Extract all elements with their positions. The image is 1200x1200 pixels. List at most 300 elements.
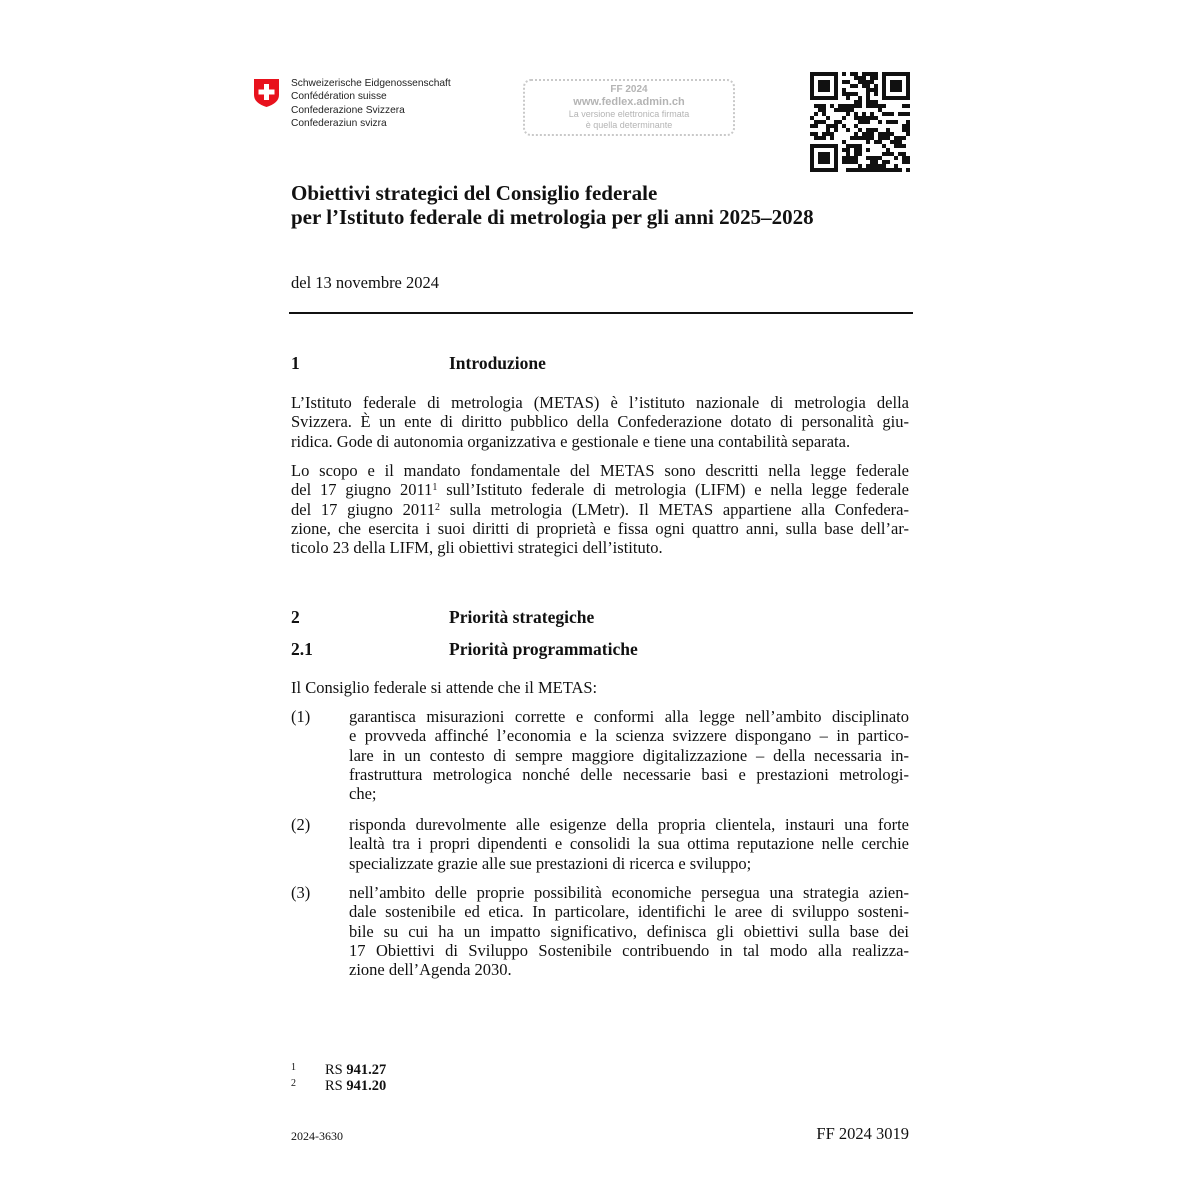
qr-module bbox=[894, 88, 898, 92]
confed-name-rm: Confederaziun svizra bbox=[291, 117, 387, 129]
text-line: zione dell’Agenda 2030. bbox=[349, 960, 512, 980]
qr-module bbox=[846, 112, 850, 116]
qr-module bbox=[890, 72, 894, 76]
qr-module bbox=[890, 88, 894, 92]
qr-module bbox=[830, 96, 834, 100]
qr-module bbox=[894, 144, 898, 148]
qr-module bbox=[826, 168, 830, 172]
qr-module bbox=[882, 164, 886, 168]
footnote-ref-2[interactable]: 2 bbox=[435, 501, 441, 513]
section-1-heading: Introduzione bbox=[449, 353, 546, 373]
footnote-2: RS 941.20 bbox=[325, 1078, 387, 1094]
qr-module bbox=[862, 132, 866, 136]
qr-module bbox=[858, 136, 862, 140]
qr-module bbox=[834, 76, 838, 80]
qr-module bbox=[822, 136, 826, 140]
qr-module bbox=[834, 72, 838, 76]
qr-module bbox=[906, 104, 910, 108]
qr-module bbox=[818, 160, 822, 164]
qr-module bbox=[846, 104, 850, 108]
qr-module bbox=[854, 144, 858, 148]
qr-module bbox=[810, 116, 814, 120]
qr-module bbox=[854, 100, 858, 104]
qr-module bbox=[858, 128, 862, 132]
qr-module bbox=[866, 156, 870, 160]
qr-module bbox=[850, 156, 854, 160]
qr-module bbox=[878, 132, 882, 136]
qr-module bbox=[878, 104, 882, 108]
qr-module bbox=[850, 108, 854, 112]
qr-module bbox=[882, 168, 886, 172]
text-line: bile su cui ha un impatto significativo, definisca gli obiettivi sulla base dei bbox=[349, 921, 909, 941]
qr-module bbox=[874, 100, 878, 104]
qr-module bbox=[866, 100, 870, 104]
qr-module bbox=[874, 84, 878, 88]
qr-module bbox=[854, 136, 858, 140]
qr-module bbox=[882, 72, 886, 76]
qr-module bbox=[886, 132, 890, 136]
text-line: lare in un contesto di sempre maggiore digitalizzazione – della necessaria in- bbox=[349, 745, 909, 765]
qr-module bbox=[810, 168, 814, 172]
qr-module bbox=[834, 148, 838, 152]
qr-module bbox=[814, 136, 818, 140]
qr-module bbox=[834, 144, 838, 148]
qr-module bbox=[894, 136, 898, 140]
qr-module bbox=[906, 132, 910, 136]
qr-module bbox=[834, 108, 838, 112]
qr-module bbox=[822, 132, 826, 136]
footnote-ref-1[interactable]: 1 bbox=[432, 482, 438, 494]
qr-module bbox=[874, 72, 878, 76]
qr-module bbox=[814, 112, 818, 116]
qr-module bbox=[854, 148, 858, 152]
qr-module bbox=[882, 112, 886, 116]
qr-module bbox=[886, 96, 890, 100]
text-line: che; bbox=[349, 784, 377, 804]
qr-module bbox=[850, 72, 854, 76]
qr-module bbox=[818, 84, 822, 88]
qr-module bbox=[898, 144, 902, 148]
qr-module bbox=[882, 144, 886, 148]
qr-module bbox=[822, 120, 826, 124]
qr-module bbox=[838, 108, 842, 112]
qr-module bbox=[842, 92, 846, 96]
qr-module bbox=[842, 108, 846, 112]
qr-module bbox=[862, 116, 866, 120]
qr-module bbox=[846, 168, 850, 172]
qr-module bbox=[882, 152, 886, 156]
qr-module bbox=[810, 96, 814, 100]
qr-module bbox=[886, 152, 890, 156]
qr-module bbox=[818, 104, 822, 108]
qr-module bbox=[854, 116, 858, 120]
section-1-number: 1 bbox=[291, 353, 300, 373]
qr-module bbox=[874, 164, 878, 168]
qr-module bbox=[902, 156, 906, 160]
qr-module bbox=[854, 152, 858, 156]
qr-module bbox=[894, 140, 898, 144]
qr-module bbox=[902, 112, 906, 116]
stamp-url[interactable]: www.fedlex.admin.ch bbox=[573, 96, 685, 108]
qr-module bbox=[858, 144, 862, 148]
confed-name-de: Schweizerische Eidgenossenschaft bbox=[291, 78, 451, 89]
qr-module bbox=[866, 136, 870, 140]
qr-module bbox=[870, 88, 874, 92]
qr-module bbox=[810, 92, 814, 96]
qr-module bbox=[866, 96, 870, 100]
qr-module bbox=[846, 152, 850, 156]
qr-module bbox=[902, 72, 906, 76]
qr-module bbox=[814, 168, 818, 172]
document-date: del 13 novembre 2024 bbox=[291, 273, 440, 292]
page-reference: FF 2024 3019 bbox=[816, 1124, 909, 1143]
qr-module bbox=[850, 136, 854, 140]
qr-module bbox=[850, 104, 854, 108]
text-line: Il Consiglio federale si attende che il METAS: bbox=[291, 678, 598, 697]
qr-module bbox=[886, 128, 890, 132]
qr-module bbox=[818, 108, 822, 112]
qr-module bbox=[870, 116, 874, 120]
text-line: del 17 giugno 2011$^1$ sull’Istituto federale di metrologia (LIFM) e nella legge federale bbox=[291, 480, 909, 500]
qr-module bbox=[874, 156, 878, 160]
qr-module bbox=[830, 168, 834, 172]
title-line-2: per l’Istituto federale di metrologia per gli anni 2025–2028 bbox=[291, 205, 814, 229]
text-line: risponda durevolmente alle esigenze della propria clientela, instauri una forte bbox=[349, 815, 909, 834]
text-line: zione, che esercita i suoi diritti di proprietà e fissa ogni quattro anni, sulla base dell’ar- bbox=[291, 518, 909, 538]
qr-module bbox=[814, 104, 818, 108]
qr-module bbox=[818, 144, 822, 148]
qr-module bbox=[866, 148, 870, 152]
qr-module bbox=[814, 96, 818, 100]
qr-module bbox=[894, 80, 898, 84]
qr-module bbox=[870, 104, 874, 108]
qr-module bbox=[862, 84, 866, 88]
qr-module bbox=[854, 156, 858, 160]
qr-module bbox=[858, 96, 862, 100]
qr-module bbox=[830, 136, 834, 140]
qr-module bbox=[866, 128, 870, 132]
qr-module bbox=[850, 84, 854, 88]
qr-module bbox=[890, 112, 894, 116]
qr-module bbox=[826, 144, 830, 148]
confed-name-it: Confederazione Svizzera bbox=[291, 104, 405, 116]
qr-module bbox=[834, 124, 838, 128]
qr-module bbox=[834, 152, 838, 156]
qr-module bbox=[902, 96, 906, 100]
qr-module bbox=[830, 124, 834, 128]
qr-module bbox=[810, 132, 814, 136]
qr-module bbox=[890, 152, 894, 156]
qr-module bbox=[846, 160, 850, 164]
qr-module bbox=[906, 84, 910, 88]
footnote-number: 1 bbox=[291, 1062, 296, 1073]
qr-module bbox=[866, 168, 870, 172]
text-line: frastruttura metrologica nonché delle necessarie basi e prestazioni metrologi- bbox=[349, 764, 909, 784]
qr-module bbox=[814, 120, 818, 124]
qr-module bbox=[902, 124, 906, 128]
qr-module bbox=[858, 104, 862, 108]
qr-module bbox=[826, 132, 830, 136]
swiss-cross-icon bbox=[253, 78, 280, 108]
qr-module bbox=[878, 136, 882, 140]
qr-module bbox=[890, 80, 894, 84]
qr-module bbox=[854, 92, 858, 96]
title-line-1: Obiettivi strategici del Consiglio federale bbox=[291, 181, 658, 205]
qr-module bbox=[906, 120, 910, 124]
qr-module bbox=[866, 72, 870, 76]
list-item-number: (3) bbox=[291, 883, 311, 902]
qr-module bbox=[874, 160, 878, 164]
qr-module bbox=[906, 156, 910, 160]
qr-module bbox=[882, 160, 886, 164]
qr-module bbox=[870, 156, 874, 160]
qr-module bbox=[830, 144, 834, 148]
qr-module bbox=[898, 112, 902, 116]
qr-module bbox=[862, 72, 866, 76]
qr-module bbox=[878, 108, 882, 112]
qr-module bbox=[906, 168, 910, 172]
qr-module bbox=[810, 76, 814, 80]
qr-module bbox=[822, 152, 826, 156]
qr-module bbox=[870, 160, 874, 164]
qr-module bbox=[870, 80, 874, 84]
text-line: del 17 giugno 2011$^2$ sulla metrologia (LMetr). Il METAS appartiene alla Confedera- bbox=[291, 499, 909, 519]
qr-module bbox=[858, 100, 862, 104]
qr-module bbox=[878, 164, 882, 168]
qr-module bbox=[846, 144, 850, 148]
confederation-names bbox=[291, 77, 451, 130]
text-line: 17 Obiettivi di Sviluppo Sostenibile contribuendo in tal modo alla realizza- bbox=[349, 940, 909, 960]
qr-module bbox=[898, 84, 902, 88]
qr-module bbox=[894, 164, 898, 168]
qr-module bbox=[898, 72, 902, 76]
qr-module bbox=[850, 144, 854, 148]
qr-module bbox=[862, 120, 866, 124]
qr-module bbox=[834, 80, 838, 84]
qr-module bbox=[886, 120, 890, 124]
qr-module bbox=[822, 160, 826, 164]
qr-module bbox=[870, 76, 874, 80]
qr-module bbox=[894, 96, 898, 100]
section-2-heading: Priorità strategiche bbox=[449, 607, 595, 627]
qr-module bbox=[866, 164, 870, 168]
qr-code-icon[interactable] bbox=[810, 72, 910, 172]
qr-module bbox=[902, 128, 906, 132]
qr-module bbox=[878, 168, 882, 172]
qr-module bbox=[834, 92, 838, 96]
qr-module bbox=[818, 72, 822, 76]
qr-module bbox=[854, 160, 858, 164]
qr-module bbox=[826, 160, 830, 164]
section-1-paragraph-1 bbox=[291, 393, 909, 451]
qr-module bbox=[906, 92, 910, 96]
qr-module bbox=[866, 140, 870, 144]
qr-module bbox=[830, 72, 834, 76]
qr-module bbox=[858, 168, 862, 172]
qr-module bbox=[906, 76, 910, 80]
qr-module bbox=[834, 160, 838, 164]
qr-module bbox=[902, 144, 906, 148]
qr-module bbox=[858, 80, 862, 84]
qr-module bbox=[818, 120, 822, 124]
qr-module bbox=[826, 124, 830, 128]
qr-module bbox=[906, 72, 910, 76]
qr-module bbox=[902, 104, 906, 108]
qr-module bbox=[894, 156, 898, 160]
qr-module bbox=[854, 72, 858, 76]
qr-module bbox=[890, 84, 894, 88]
qr-module bbox=[866, 80, 870, 84]
qr-module bbox=[890, 96, 894, 100]
qr-module bbox=[854, 124, 858, 128]
qr-module bbox=[898, 96, 902, 100]
qr-module bbox=[874, 116, 878, 120]
qr-module bbox=[862, 112, 866, 116]
text-line: nell’ambito delle proprie possibilità economiche persegua una strategia azien- bbox=[349, 883, 909, 902]
qr-module bbox=[822, 80, 826, 84]
qr-module bbox=[890, 132, 894, 136]
qr-module bbox=[834, 84, 838, 88]
qr-module bbox=[810, 152, 814, 156]
section-2-1-number: 2.1 bbox=[291, 639, 313, 659]
qr-module bbox=[886, 160, 890, 164]
qr-module bbox=[870, 136, 874, 140]
qr-module bbox=[846, 108, 850, 112]
qr-module bbox=[858, 148, 862, 152]
qr-module bbox=[858, 76, 862, 80]
qr-module bbox=[854, 104, 858, 108]
qr-module bbox=[866, 88, 870, 92]
qr-module bbox=[818, 152, 822, 156]
qr-module bbox=[822, 104, 826, 108]
qr-module bbox=[842, 80, 846, 84]
qr-module bbox=[882, 96, 886, 100]
qr-module bbox=[882, 76, 886, 80]
qr-module bbox=[890, 168, 894, 172]
qr-module bbox=[854, 84, 858, 88]
qr-module bbox=[874, 104, 878, 108]
qr-module bbox=[814, 144, 818, 148]
qr-module bbox=[810, 148, 814, 152]
qr-module bbox=[882, 132, 886, 136]
qr-module bbox=[902, 136, 906, 140]
qr-module bbox=[882, 88, 886, 92]
qr-module bbox=[902, 160, 906, 164]
footnote-number: 2 bbox=[291, 1078, 296, 1089]
qr-module bbox=[834, 168, 838, 172]
qr-module bbox=[870, 168, 874, 172]
qr-module bbox=[846, 96, 850, 100]
qr-module bbox=[874, 168, 878, 172]
qr-module bbox=[878, 120, 882, 124]
qr-module bbox=[882, 92, 886, 96]
qr-module bbox=[866, 92, 870, 96]
qr-module bbox=[906, 160, 910, 164]
section-1-paragraph-2 bbox=[291, 461, 909, 557]
text-line: L’Istituto federale di metrologia (METAS) è l’istituto nazionale di metrologia della bbox=[291, 393, 909, 412]
qr-module bbox=[842, 104, 846, 108]
qr-module bbox=[902, 152, 906, 156]
qr-module bbox=[862, 168, 866, 172]
qr-module bbox=[866, 120, 870, 124]
qr-module bbox=[810, 164, 814, 168]
qr-module bbox=[814, 132, 818, 136]
qr-module bbox=[842, 148, 846, 152]
qr-module bbox=[906, 128, 910, 132]
qr-module bbox=[866, 84, 870, 88]
qr-module bbox=[814, 124, 818, 128]
qr-module bbox=[906, 96, 910, 100]
stamp-line-1: FF 2024 bbox=[610, 84, 648, 95]
qr-module bbox=[822, 88, 826, 92]
qr-module bbox=[810, 124, 814, 128]
text-line: lealtà tra i propri dipendenti e consolidi la sua ottima reputazione nelle cerchie bbox=[349, 834, 909, 854]
qr-module bbox=[878, 156, 882, 160]
qr-module bbox=[826, 128, 830, 132]
qr-module bbox=[854, 76, 858, 80]
qr-module bbox=[818, 136, 822, 140]
section-2-intro bbox=[291, 678, 909, 697]
qr-module bbox=[842, 116, 846, 120]
qr-module bbox=[818, 88, 822, 92]
qr-module bbox=[878, 140, 882, 144]
qr-module bbox=[826, 152, 830, 156]
section-2-number: 2 bbox=[291, 607, 300, 627]
qr-module bbox=[882, 136, 886, 140]
qr-module bbox=[842, 156, 846, 160]
qr-module bbox=[846, 156, 850, 160]
qr-module bbox=[842, 124, 846, 128]
qr-module bbox=[822, 156, 826, 160]
qr-module bbox=[818, 156, 822, 160]
qr-module bbox=[870, 128, 874, 132]
qr-module bbox=[834, 156, 838, 160]
qr-module bbox=[894, 120, 898, 124]
qr-module bbox=[838, 120, 842, 124]
footnote-ref-link[interactable]: 941.27 bbox=[346, 1062, 387, 1078]
qr-module bbox=[842, 160, 846, 164]
qr-module bbox=[822, 84, 826, 88]
qr-module bbox=[874, 88, 878, 92]
qr-module bbox=[906, 88, 910, 92]
text-line: Svizzera. È un ente di diritto pubblico della Confederazione dotato di personalità giu- bbox=[291, 412, 909, 432]
qr-module bbox=[822, 108, 826, 112]
qr-module bbox=[818, 96, 822, 100]
section-2-1-heading: Priorità programmatiche bbox=[449, 639, 638, 659]
qr-module bbox=[822, 72, 826, 76]
qr-module bbox=[830, 104, 834, 108]
qr-module bbox=[810, 84, 814, 88]
qr-module bbox=[882, 80, 886, 84]
qr-module bbox=[862, 80, 866, 84]
qr-module bbox=[898, 80, 902, 84]
qr-module bbox=[846, 128, 850, 132]
list-item-body bbox=[349, 815, 909, 873]
qr-module bbox=[886, 168, 890, 172]
qr-module bbox=[822, 168, 826, 172]
footnote-ref-link[interactable]: 941.20 bbox=[346, 1078, 387, 1094]
qr-module bbox=[882, 104, 886, 108]
qr-module bbox=[842, 88, 846, 92]
text-line: ticolo 23 della LIFM, gli obiettivi strategici dell’istituto. bbox=[291, 538, 663, 558]
list-item-body bbox=[349, 883, 909, 979]
qr-module bbox=[898, 152, 902, 156]
qr-module bbox=[866, 104, 870, 108]
qr-module bbox=[834, 88, 838, 92]
qr-module bbox=[906, 124, 910, 128]
qr-module bbox=[838, 104, 842, 108]
qr-module bbox=[850, 168, 854, 172]
